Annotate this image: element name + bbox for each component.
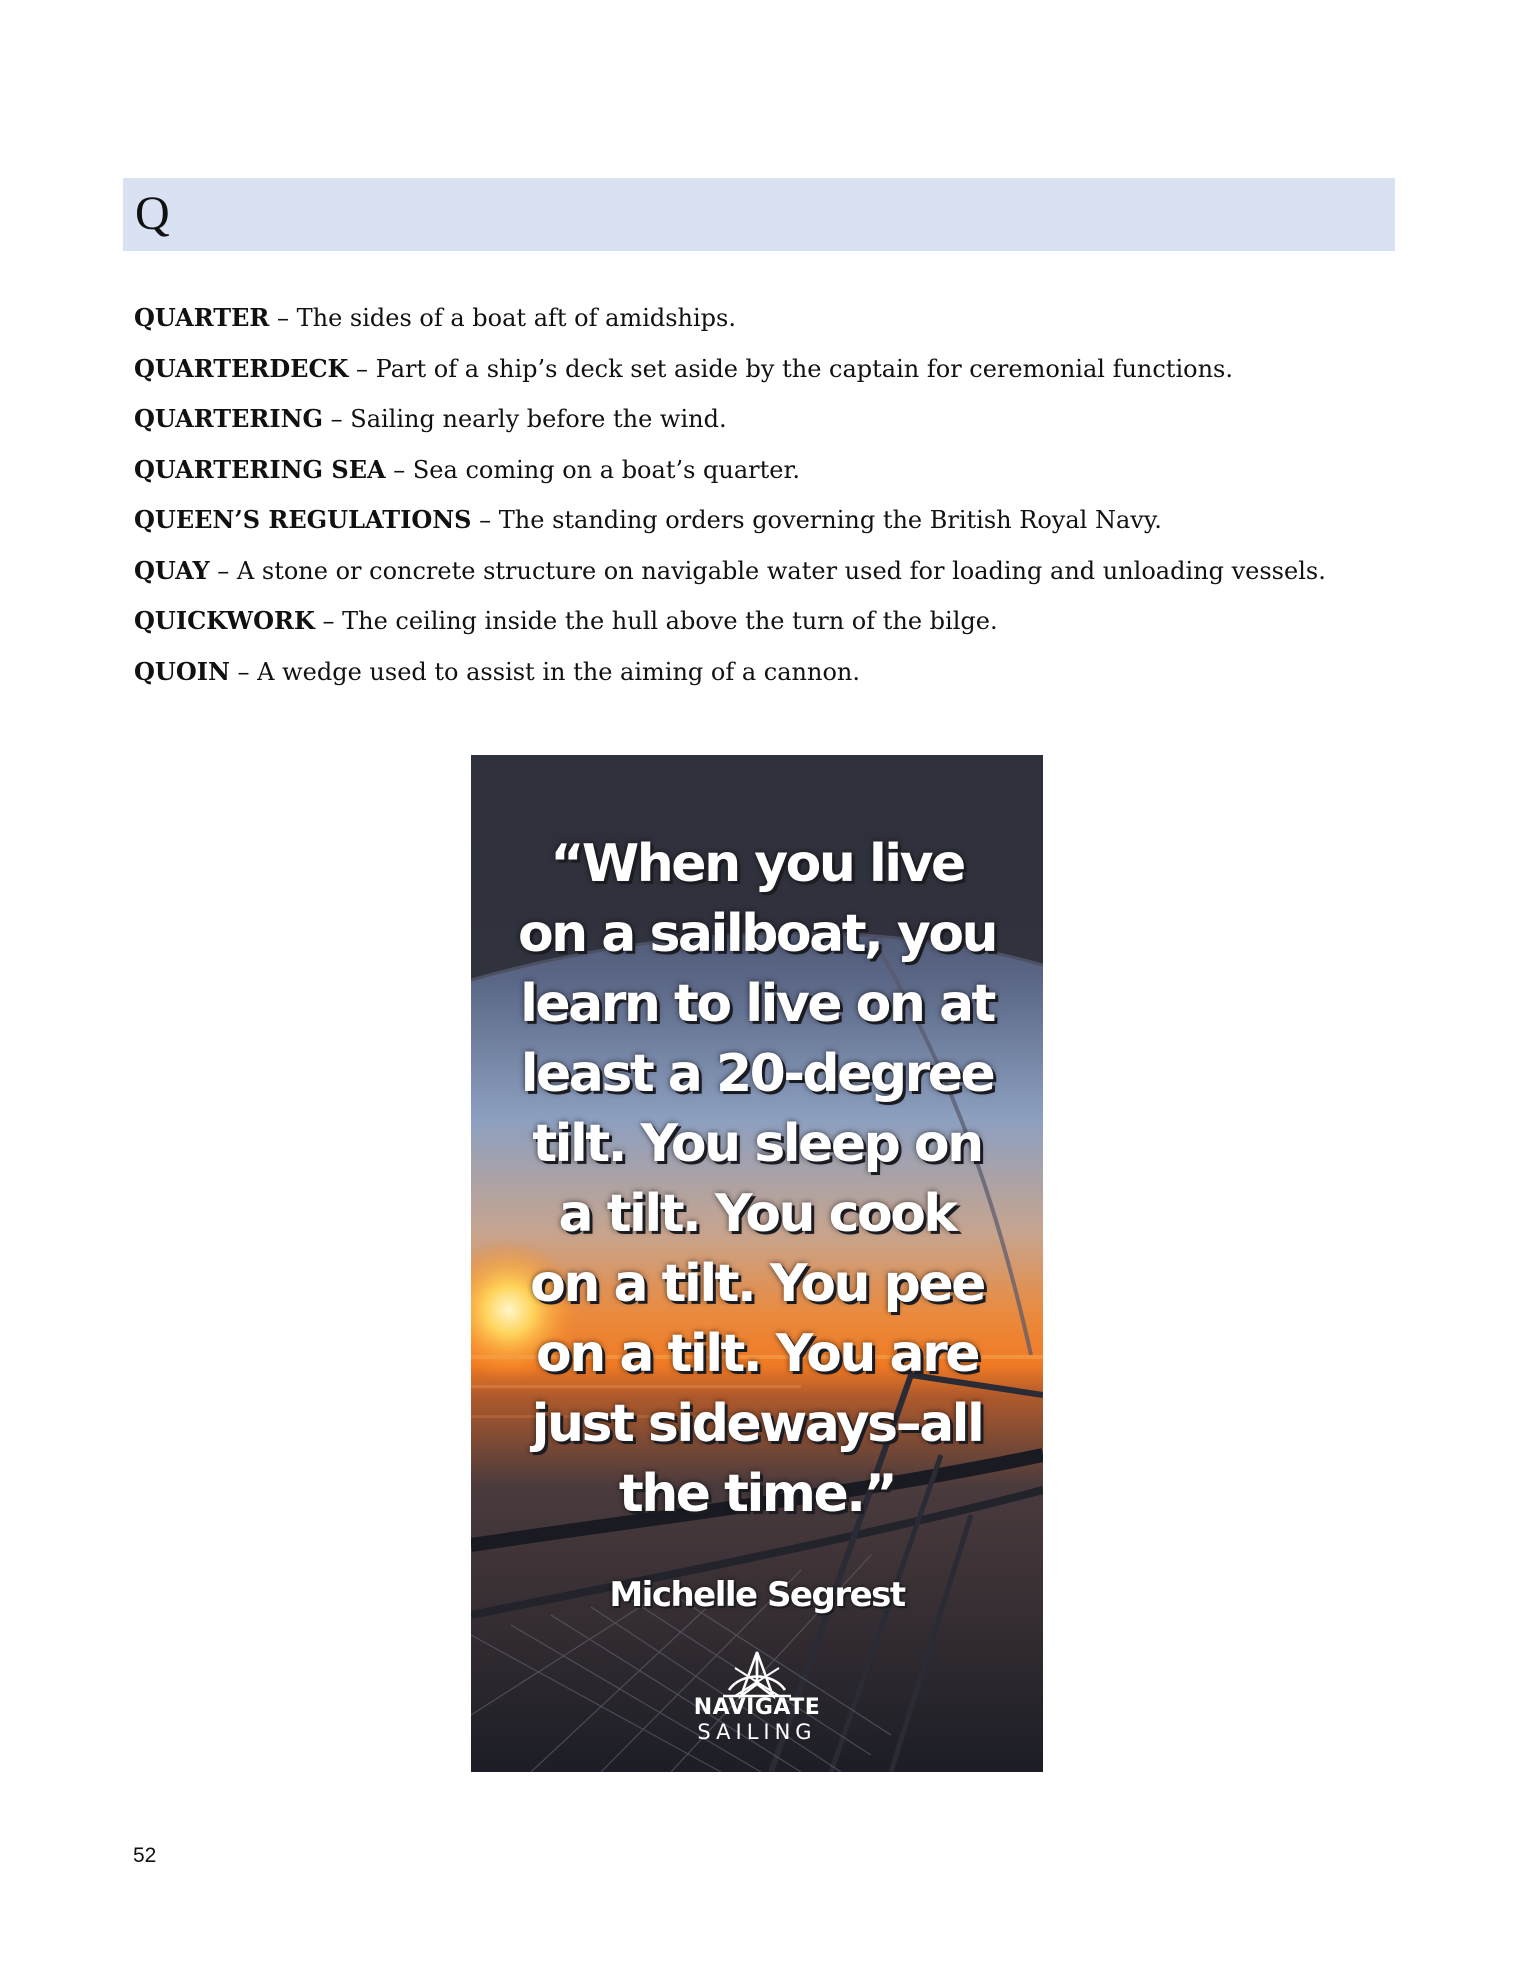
glossary-entry (134, 647, 1394, 698)
page-number: 52 (133, 1844, 157, 1867)
quote-line: just sideways–all (531, 1394, 983, 1454)
glossary-definition: – The ceiling inside the hull above the turn of the bilge. (314, 607, 998, 635)
quote-author: Michelle Segrest (609, 1575, 905, 1615)
quote-line: on a tilt. You pee (530, 1254, 984, 1314)
glossary-definition: – Part of a ship’s deck set aside by the captain for ceremonial functions. (348, 354, 1233, 383)
glossary-entry (134, 596, 1394, 647)
glossary-definition: – Sailing nearly before the wind. (323, 405, 727, 433)
quote-line: on a sailboat, you (517, 904, 997, 964)
section-letter: Q (135, 187, 170, 240)
glossary-term: QUAY (134, 555, 210, 585)
glossary-entry (134, 293, 1394, 344)
quote-line: tilt. You sleep on (532, 1114, 982, 1174)
glossary-term: QUARTERING (134, 404, 323, 433)
brand-name-sailing: SAILING (697, 1720, 817, 1744)
glossary-definition: – The standing orders governing the British Royal Navy. (471, 506, 1162, 534)
glossary-list (134, 293, 1394, 697)
glossary-term: QUICKWORK (134, 606, 315, 635)
glossary-definition: – Sea coming on a boat’s quarter. (385, 455, 800, 484)
quote-line: the time.” (618, 1464, 896, 1524)
quote-text (471, 829, 1043, 1529)
glossary-term: QUOIN (134, 656, 230, 686)
glossary-definition: – A stone or concrete structure on navigable water used for loading and unloading vessels. (209, 556, 1326, 585)
quote-line: on a tilt. You are (536, 1324, 978, 1384)
glossary-entry (134, 495, 1394, 546)
glossary-term: QUARTERING SEA (134, 454, 386, 484)
glossary-entry (134, 546, 1394, 597)
glossary-term: QUEEN’S REGULATIONS (134, 505, 472, 534)
glossary-definition: – A wedge used to assist in the aiming of a cannon. (229, 657, 860, 686)
glossary-definition: – The sides of a boat aft of amidships. (269, 304, 736, 332)
quote-image (471, 755, 1043, 1772)
quote-line: learn to live on at (520, 974, 994, 1034)
section-header (123, 178, 1395, 251)
quote-line: least a 20-degree (520, 1044, 994, 1104)
brand-name-navigate: NAVIGATE (693, 1695, 821, 1720)
glossary-entry (134, 394, 1394, 445)
glossary-entry (134, 445, 1394, 496)
glossary-entry (134, 344, 1394, 395)
glossary-term: QUARTERDECK (134, 353, 349, 383)
quote-line: “When you live (550, 834, 964, 894)
quote-line: a tilt. You cook (558, 1184, 956, 1244)
glossary-term: QUARTER (134, 303, 270, 332)
